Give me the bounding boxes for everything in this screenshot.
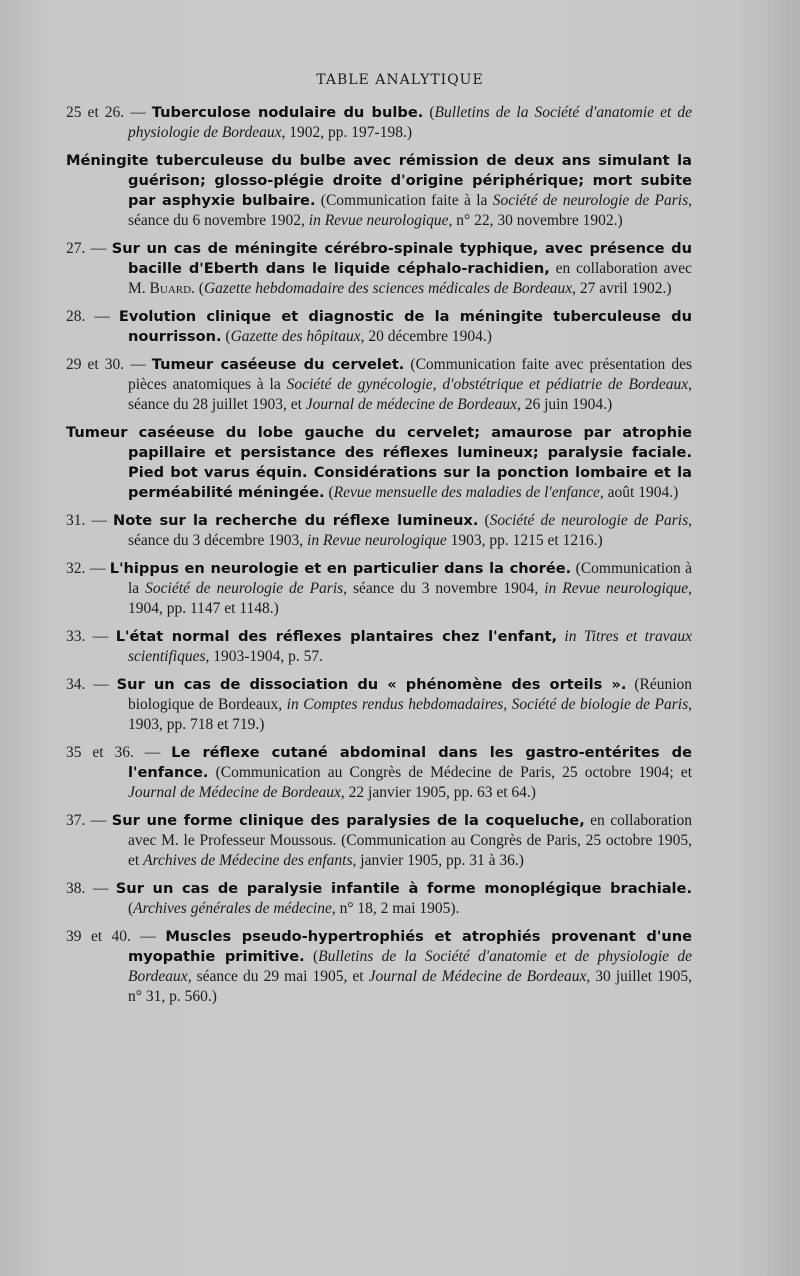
entry-number: 31. — xyxy=(66,512,114,529)
entry-reference: (Réunion biologique de Bordeaux, in Comptes rendus hebdomadaires, Société de biologie de Paris, 1903, pp. 718 et 719.) xyxy=(128,676,693,733)
entry-32 xyxy=(66,559,692,619)
entry-reference: in Titres et travaux scientifiques, 1903-1904, p. 57. xyxy=(128,628,693,665)
entry-31 xyxy=(66,511,692,551)
entry-reference: (Société de neurologie de Paris, séance du 3 décembre 1903, in Revue neurologique 1903, pp. 1215 et 1216.) xyxy=(128,512,693,549)
entry-reference: (Gazette des hôpitaux, 20 décembre 1904.) xyxy=(221,328,492,345)
entry-number: 25 et 26. — xyxy=(66,104,152,121)
page-header: TABLE ANALYTIQUE xyxy=(316,72,484,88)
entry-title: Sur une forme clinique des paralysies de la coqueluche, xyxy=(111,812,585,829)
entry-reference: (Communication à la Société de neurologie de Paris, séance du 3 novembre 1904, in Revue neurologique, 1904, pp. 1147 et 1148.) xyxy=(128,560,693,617)
entry-title: Tuberculose nodulaire du bulbe. xyxy=(151,104,424,121)
entry-number: 39 et 40. — xyxy=(66,928,166,945)
entry-27 xyxy=(66,239,692,299)
entry-title: Sur un cas de dissociation du « phénomène des orteils ». xyxy=(116,676,627,693)
entry-title: L'hippus en neurologie et en particulier dans la chorée. xyxy=(109,560,572,577)
entry-33 xyxy=(66,627,692,667)
entry-number: 38. — xyxy=(66,880,116,897)
entry-number: 29 et 30. — xyxy=(66,356,152,373)
entry-list xyxy=(66,103,692,1015)
entry-title: Muscles pseudo-hypertrophiés et atrophiés provenant d'une myopathie primitive. xyxy=(128,928,692,965)
entry-reference: (Communication au Congrès de Médecine de Paris, 25 octobre 1904; et Journal de Médecine de Bordeaux, 22 janvier 1905, pp. 63 et 64.) xyxy=(128,764,692,801)
entry-35-36 xyxy=(66,743,692,803)
entry-number: 33. — xyxy=(66,628,116,645)
entry-title: Méningite tuberculeuse du bulbe avec rémission de deux ans simulant la guérison; glosso-plégie droite d'origine périphérique; mort subite par asphyxie bulbaire. xyxy=(66,152,692,209)
entry-title: L'état normal des réflexes plantaires chez l'enfant, xyxy=(115,628,557,645)
entry-reference: (Bulletins de la Société d'anatomie et de physiologie de Bordeaux, séance du 29 mai 1905, et Journal de Médecine de Bordeaux, 30 juillet 1905, n° 31, p. 560.) xyxy=(128,948,692,1005)
entry-title: Tumeur caséeuse du lobe gauche du cervelet; amaurose par atrophie papillaire et persistance des réflexes lumineux; paralysie faciale. Pied bot varus équin. Considérations sur la ponction lombaire et la perméabilité méningée. xyxy=(66,424,692,501)
entry-meningite-bulbe xyxy=(66,151,692,231)
entry-34 xyxy=(66,675,692,735)
entry-number: 35 et 36. — xyxy=(66,744,172,761)
entry-39-40 xyxy=(66,927,692,1007)
entry-title: Sur un cas de méningite cérébro-spinale typhique, avec présence du bacille d'Eberth dans le liquide céphalo-rachidien, xyxy=(111,240,693,277)
entry-reference: (Revue mensuelle des maladies de l'enfance, août 1904.) xyxy=(324,484,679,501)
entry-number: 34. — xyxy=(66,676,117,693)
entry-title: Evolution clinique et diagnostic de la méningite tuberculeuse du nourrisson. xyxy=(118,308,692,345)
entry-38 xyxy=(66,879,692,919)
entry-number: 28. — xyxy=(66,308,119,325)
entry-reference: (Archives générales de médecine, n° 18, 2 mai 1905). xyxy=(128,900,460,917)
entry-37 xyxy=(66,811,692,871)
entry-title: Sur un cas de paralysie infantile à forme monoplégique brachiale. xyxy=(115,880,692,897)
entry-tumeur-lobe-gauche xyxy=(66,423,692,503)
entry-title: Tumeur caséeuse du cervelet. xyxy=(151,356,405,373)
entry-reference: (Communication faite à la Société de neurologie de Paris, séance du 6 novembre 1902, in Revue neurologique, n° 22, 30 novembre 1902.) xyxy=(128,192,693,229)
entry-number: 27. — xyxy=(66,240,112,257)
entry-reference: (Communication faite avec présentation des pièces anatomiques à la Société de gynécologie, d'obstétrique et pédiatrie de Bordeaux, séance du 28 juillet 1903, et Journal de médecine de Bordeaux, 26 juin 1904.) xyxy=(128,356,693,413)
entry-title: Le réflexe cutané abdominal dans les gastro-entérites de l'enfance. xyxy=(128,744,692,781)
entry-number: 37. — xyxy=(66,812,112,829)
entry-25-26 xyxy=(66,103,692,143)
entry-number: 32. — xyxy=(66,560,110,577)
entry-reference: en collaboration avec M. Buard. (Gazette hebdomadaire des sciences médicales de Bordeaux, 27 avril 1902.) xyxy=(128,260,692,297)
entry-reference: (Bulletins de la Société d'anatomie et de physiologie de Bordeaux, 1902, pp. 197-198.) xyxy=(128,104,692,141)
entry-title: Note sur la recherche du réflexe lumineux. xyxy=(113,512,479,529)
entry-29-30 xyxy=(66,355,692,415)
entry-28 xyxy=(66,307,692,347)
entry-reference: en collaboration avec M. le Professeur Moussous. (Communication au Congrès de Paris, 25 octobre 1905, et Archives de Médecine des enfants, janvier 1905, pp. 31 à 36.) xyxy=(128,812,693,869)
